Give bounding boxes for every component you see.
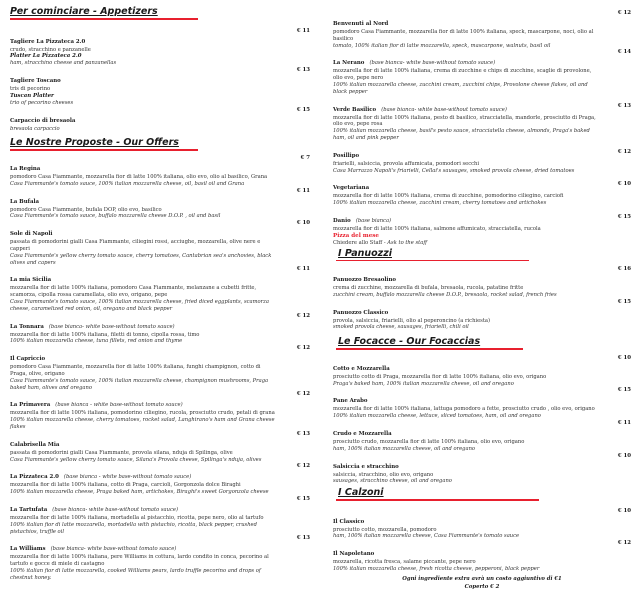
item-description: passata di pomodorini gialli Casa Fiammante, provola silana, nduja di Spilinga, olive xyxy=(10,449,233,456)
section-title: Le Nostre Proposte - Our Offers xyxy=(10,137,179,149)
right-column xyxy=(333,0,631,591)
item-description: provola, salsiccia, friarielli, olio al peperoncino (a richiesta) xyxy=(333,317,491,324)
menu-item xyxy=(10,220,310,266)
menu-item xyxy=(10,431,310,464)
item-english-description: smoked provola cheese, sausages, friarielli, chili oil xyxy=(333,324,469,331)
item-description: mozzarella fior di latte 100% italiana, filetti di tonno, cipolla rossa, timo xyxy=(10,331,200,338)
item-english-description: Praga's baked ham, 100% italian mozzarella cheese, oil and oregano xyxy=(333,380,514,387)
menu-item xyxy=(10,266,310,312)
item-description: prosciutto cotto di Praga, mozzarella fior di latte 100% italiana, olio evo, origano xyxy=(333,373,547,380)
section-header-panuozzi xyxy=(338,248,631,262)
section-title: Le Focacce - Our Focaccias xyxy=(338,336,481,348)
item-description: pomodoro Casa Fiammante, mozzarella fior di latte 100% italiana, speck, mascarpone, noci, olio al basilico xyxy=(333,29,594,42)
item-price: € 10 xyxy=(296,220,310,227)
extra-ingredient-note: Ogni ingrediente extra avrà un costo aggiuntivo di €1 xyxy=(402,575,562,582)
item-english-description: Casa Fiammante's tomato sauce, 100% italian mozzarella cheese, champignon mushrooms, Praga baked ham, olives and oregano xyxy=(10,377,269,391)
item-name: La Bufala xyxy=(10,198,39,205)
item-english-description: 100% italian mozzarella cheese, tuna fillets, red onion and thyme xyxy=(10,338,183,345)
item-price: € 10 xyxy=(617,181,631,188)
pizza-of-the-month xyxy=(333,233,631,247)
item-description: prosciutto crudo, mozzarella fior di latte 100% italiana, olio evo, origano xyxy=(333,438,525,445)
item-description: mozzarella fior di latte 100% italiana, lattuga pomodoro a fette, prosciutto crudo , olio evo, origano xyxy=(333,406,595,413)
item-name: Verde Basilico xyxy=(333,106,377,113)
menu-item xyxy=(10,28,310,68)
item-price: € 11 xyxy=(296,27,310,34)
item-price: € 15 xyxy=(296,106,310,113)
item-english-description: 100% italian mozzarella cheese, zucchini cream, zucchini chips, Provolone cheese flakes, oil and black pepper xyxy=(333,81,588,95)
item-price: € 12 xyxy=(296,463,310,470)
section-header-appetizers xyxy=(10,6,310,20)
item-name: La Primavera xyxy=(10,402,51,409)
item-name: La Williams xyxy=(10,546,46,553)
section-header-offers xyxy=(10,137,310,151)
item-english-description: 100% italian fior di latte mozzarella, mortadella with pistachio, ricotta, black pepper, crushed pistachios, truffle oil xyxy=(10,521,257,535)
item-description: prosciutto cotto, mozzarella, pomodoro xyxy=(333,526,437,533)
item-english-description: 100% italian mozzarella cheese, Praga baked ham, artichokes, Biraghi's sweet Gorgonzola cheese xyxy=(10,489,269,496)
section-underline xyxy=(336,260,529,262)
item-price: € 15 xyxy=(617,213,631,220)
item-english-description: Casa Marrazzo Napoli's friarielli, Cellai's sausages, smoked provola cheese, dried tomatoes xyxy=(333,167,575,174)
menu-item xyxy=(10,535,310,581)
item-name: Sole di Napoli xyxy=(10,231,53,238)
item-name: Carpaccio di bresaola xyxy=(10,117,76,124)
menu-item xyxy=(333,540,631,573)
item-name: Salsiccia e stracchino xyxy=(333,463,399,470)
menu-item xyxy=(10,391,310,430)
item-price: € 13 xyxy=(296,430,310,437)
section-underline xyxy=(336,348,523,350)
menu-item xyxy=(10,345,310,391)
item-description: mozzarella fior di latte 100% italiana, pesto di basilico, stracciatella, mandorle, prosciutto di Praga, olio evo, pepe rosa xyxy=(333,114,596,128)
item-price: € 12 xyxy=(296,345,310,352)
item-english-description: tomato, 100% italian fior di latte mozzarella, speck, mascarpone, walnuts, basil oil xyxy=(333,42,551,49)
item-price: € 12 xyxy=(296,312,310,319)
section-underline xyxy=(336,499,539,501)
section-header-calzoni xyxy=(338,487,631,501)
item-description: tris di pecorino xyxy=(10,86,51,93)
item-name: Vegetariana xyxy=(333,185,370,192)
item-english-description: 100% italian mozzarella cheese, basil's pesto sauce, stracciatella cheese, almonds, Praga's baked ham, oil and pink pepper xyxy=(333,128,590,141)
item-price: € 10 xyxy=(617,507,631,514)
special-desc-it: Chiedere allo Staff - xyxy=(333,239,388,246)
item-english-description: 100% italian fior di latte mozzarella, cooked Williams pears, lardo truffle pecorino and drops of chestnut honey. xyxy=(10,567,261,581)
item-name: La Tonnara xyxy=(10,323,44,330)
item-base-note: (base bianca- white base-without tomato sauce) xyxy=(48,323,175,330)
menu-item xyxy=(333,207,631,233)
item-price: € 15 xyxy=(296,495,310,502)
item-price: € 13 xyxy=(296,67,310,74)
menu-item xyxy=(333,355,631,388)
item-english-description: Casa Fiammante's tomato sauce, buffalo mozzarella cheese D.O.P. , oil and basil xyxy=(10,213,221,220)
item-name: Il Classico xyxy=(333,518,365,525)
item-base-note: (base bianca- white base-without tomato sauce) xyxy=(381,106,507,113)
item-english-description: Casa Fiammante's tomato sauce, 100% italian mozzarella cheese, fried diced eggplants, scamorza cheese, caramelized red onion, oil, oregano and black pepper xyxy=(10,298,269,312)
item-name: La Pizzateca 2.0 xyxy=(10,474,59,481)
item-price: € 14 xyxy=(617,49,631,56)
item-description: crudo, stracchino e panzanelle xyxy=(10,46,91,53)
item-description: salsiccia, stracchino, olio evo, origano xyxy=(333,471,434,478)
item-name: Calabrisella Mia xyxy=(10,441,60,448)
special-name: Pizza del mese xyxy=(333,232,379,239)
menu-item xyxy=(10,313,310,346)
special-desc-en: Ask to the staff xyxy=(387,239,427,246)
section-underline xyxy=(10,18,198,20)
item-description: mozzarella fior di latte 100% italiana, pere Williams in cottura, lardo condito in conca, pecorino al tartufo e gocce di miele di castagno xyxy=(10,554,269,568)
item-english-description: 100% italian mozzarella cheese, lettuce, sliced tomatoes, ham, oil and oregano xyxy=(333,413,541,420)
section-underline xyxy=(10,149,198,151)
item-description: bresaola carpaccio xyxy=(10,125,60,132)
item-english-description: Casa Fiammante's yellow cherry tomato sauce, cherry tomatoes, Cantabrian sea's anchovies, black olives and capers xyxy=(10,252,272,266)
item-price: € 10 xyxy=(617,452,631,459)
item-base-note: (base bianca- white base-without tomato sauce) xyxy=(50,546,177,553)
item-name: Posillipo xyxy=(333,152,360,159)
menu-item xyxy=(10,496,310,535)
item-base-note: (base bianca- white base-without tomato sauce) xyxy=(369,60,496,67)
item-price: € 7 xyxy=(300,154,310,161)
item-price: € 15 xyxy=(617,298,631,305)
item-english-description: 100% italian mozzarella cheese, zucchini cream, cherry tomatoes and artichokes xyxy=(333,200,547,207)
item-description: mozzarella fior di latte 100% italiana, pomodorino ciliegino, rucola, prosciutto crudo, petali di grana xyxy=(10,410,275,417)
item-description: mozzarella fior di latte 100% italiana, mortadella al pistacchio, ricotta, pepe nero, olio al tartufo xyxy=(10,514,264,521)
menu-item xyxy=(333,142,631,175)
item-name: Danio xyxy=(333,217,351,224)
menu-item xyxy=(10,188,310,221)
item-price: € 10 xyxy=(617,354,631,361)
item-description: crema di zucchine, mozzarella di bufala, bresaola, rucola, patatine fritte xyxy=(333,285,524,292)
item-price: € 16 xyxy=(617,266,631,273)
item-english-description: ham, 100% italian mozzarella cheese, oil and oregano xyxy=(333,445,476,452)
item-name: Tagliere La Pizzateca 2.0 xyxy=(10,38,86,45)
item-base-note: (base bianca - white base-without tomato sauce) xyxy=(63,474,192,481)
item-english-description: 100% italian mozzarella cheese, fresh ricotta cheese, pepperoni, black pepper xyxy=(333,566,540,572)
menu-item xyxy=(10,463,310,496)
item-price: € 12 xyxy=(617,148,631,155)
item-description: pomodoro Casa Fiammante, mozzarella fior di latte 100% italiana, olio evo, olio al basilico, Grana xyxy=(10,173,268,180)
item-price: € 15 xyxy=(617,387,631,394)
item-price: € 11 xyxy=(296,266,310,273)
item-description: friarielli, salsiccia, provola affumicata, pomodori secchi xyxy=(333,160,480,167)
menu-item xyxy=(333,508,631,541)
item-english-description: zucchini cream, buffalo mozzarella cheese D.O.P., bresaola, rocket salad, french fries xyxy=(333,291,557,298)
item-price: € 12 xyxy=(617,10,631,16)
item-description: pomodoro Casa Fiammante, bufala DOP, olio evo, basilico xyxy=(10,206,162,213)
menu-item xyxy=(333,266,631,299)
item-name: Crudo e Mozzarella xyxy=(333,430,392,437)
item-description: mozzarella fior di latte 100% italiana, salmone affumicato, stracciatella, rucola xyxy=(333,225,541,232)
item-name: Benvenuti al Nord xyxy=(333,21,389,27)
item-name: Cotto e Mozzarella xyxy=(333,365,390,372)
item-name: La Regina xyxy=(10,165,41,172)
item-description: mozzarella fior di latte 100% italiana, cotto di Praga, carcioli, Gorgonzola dolce Biraghi xyxy=(10,482,241,489)
item-name: Pane Arabo xyxy=(333,398,368,405)
menu-item xyxy=(333,96,631,142)
item-price: € 13 xyxy=(296,535,310,542)
item-name: Panuozzo Bresaolino xyxy=(333,277,396,284)
menu-item xyxy=(333,174,631,207)
menu-item xyxy=(10,67,310,107)
item-english-description: sausages, stracchino cheese, oil and oregano xyxy=(333,478,452,485)
item-english-description: ham, stracchino cheese and panzanellas xyxy=(10,60,117,67)
item-name: La Tartufata xyxy=(10,506,48,513)
item-name: La Nerano xyxy=(333,60,365,67)
item-price: € 12 xyxy=(296,391,310,398)
cover-charge-note: Coperto € 2 xyxy=(464,583,500,590)
item-price: € 13 xyxy=(617,102,631,109)
menu-item xyxy=(10,107,310,133)
section-title: Per cominciare - Appetizers xyxy=(10,6,158,17)
item-base-note: (base bianca - white base-without tomato sauce) xyxy=(55,402,183,409)
section-title: I Calzoni xyxy=(338,487,384,499)
item-name: Panuozzo Classico xyxy=(333,309,389,316)
item-english-description: 100% italian mozzarella cheese, cherry tomatoes, rocket salad, Langhirano's ham and Grana cheese flakes xyxy=(10,417,275,430)
menu-item xyxy=(333,453,631,486)
item-description: mozzarella fior di latte 100% italiana, crema di zucchine e chips di zucchine, scaglie di provolone, olio evo, pepe nero xyxy=(333,68,592,82)
item-english-description: ham, 100% italian mozzarella cheese, Casa Fiammante's tomato sauce xyxy=(333,533,520,540)
item-name: Il Napoletano xyxy=(333,551,375,558)
item-name: Il Capriccio xyxy=(10,356,46,363)
item-base-note: (base bianca- white base-without tomato sauce) xyxy=(52,506,178,513)
item-english-name: Platter La Pizzateca 2.0 xyxy=(10,53,82,60)
item-english-description: trio of pecorino cheeses xyxy=(10,99,74,106)
item-english-name: Tuscan Platter xyxy=(10,92,54,99)
item-description: mozzarella fior di latte 100% italiana, pomodoro Casa Fiammante, melanzane a cubetti fritte, scamorza, cipolla rossa caramellata, olio evo, origano, pepe xyxy=(10,285,257,299)
item-price: € 12 xyxy=(617,540,631,547)
menu-item xyxy=(333,387,631,420)
item-name: La mia Sicilia xyxy=(10,277,52,284)
item-english-description: Casa Fiammante's tomato sauce, 100% italian mozzarella cheese, oil, basil oil and Grana xyxy=(10,180,245,187)
menu-item xyxy=(333,10,631,49)
item-price: € 11 xyxy=(296,187,310,194)
item-description: passata di pomodorini gialli Casa Fiammante, ciliegini rossi, acciughe, mozzarella, olive nere e capperi xyxy=(10,239,261,252)
menu-item xyxy=(333,49,631,95)
item-name: Tagliere Toscano xyxy=(10,78,61,85)
item-english-description: Casa Fiammante's yellow cherry tomato sauce, Silana's Provola cheese, Spilinga's nduja, olives xyxy=(10,456,262,463)
menu-item xyxy=(333,299,631,332)
menu-item xyxy=(10,155,310,188)
item-price: € 11 xyxy=(617,419,631,426)
item-description: mozzarella, ricotta fresca, salame piccante, pepe nero xyxy=(333,559,476,566)
section-title: I Panuozzi xyxy=(338,247,392,259)
section-header-focacce xyxy=(338,336,631,350)
item-description: pomodoro Casa Fiammante, mozzarella fior di latte 100% italiana, funghi champignon, cotto di Praga, olive, origano xyxy=(10,364,261,377)
special-description xyxy=(333,240,597,247)
menu-item xyxy=(333,420,631,453)
left-column xyxy=(10,0,310,581)
item-base-note: (base bianca) xyxy=(355,217,392,224)
item-description: mozzarella fior di latte 100% italiana, crema di zucchine, pomodorino ciliegino, carciofi xyxy=(333,193,564,200)
